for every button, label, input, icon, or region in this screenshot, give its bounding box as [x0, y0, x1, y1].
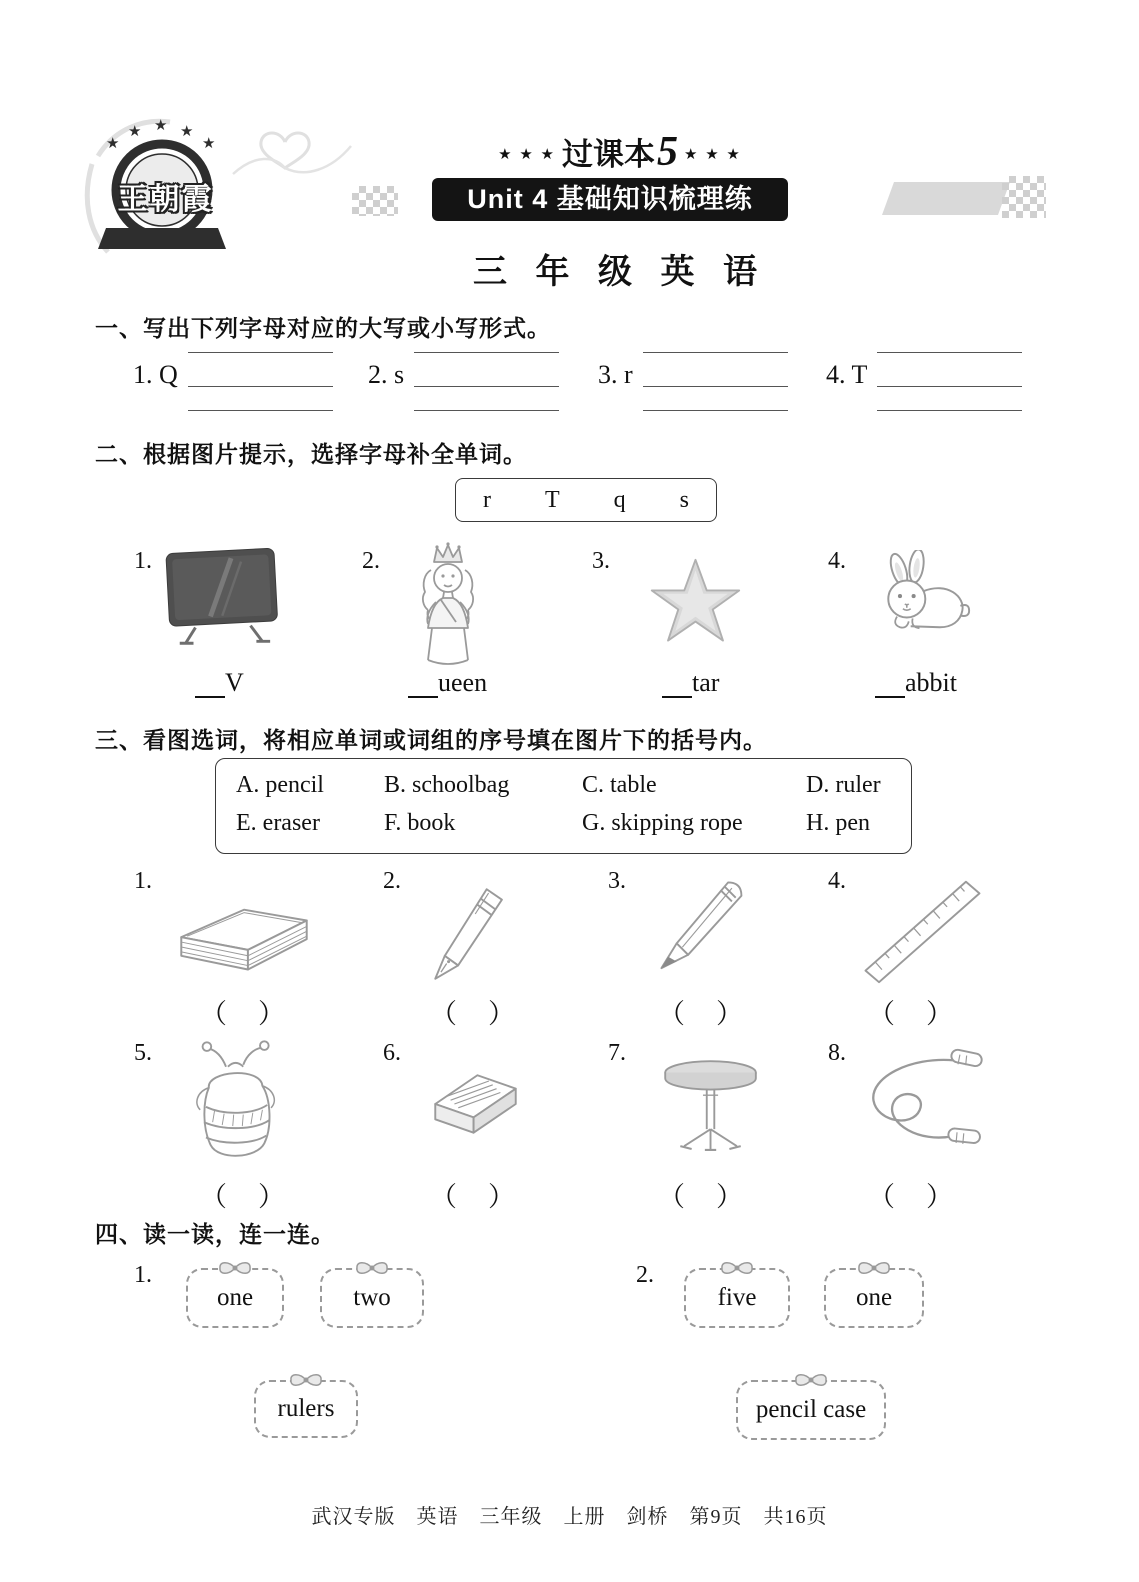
item-number: 2. [362, 548, 380, 574]
word-bank-box [215, 758, 912, 854]
section4-title: 四、读一读，连一连。 [95, 1222, 335, 1247]
answer-word: ueen [408, 668, 487, 698]
series-title [420, 128, 820, 176]
letter-copy-item [826, 346, 1022, 412]
bow-icon [215, 1259, 255, 1277]
bow-icon [791, 1371, 831, 1389]
item-number: 4. [828, 868, 846, 894]
writing-lines [643, 346, 788, 412]
pencil-image [650, 872, 750, 990]
answer-word: abbit [875, 668, 957, 698]
letter-copy-item [598, 346, 788, 412]
stars-left-decoration: ★ ★ ★ [498, 147, 556, 163]
group-number: 1. [134, 1262, 152, 1288]
svg-text:★: ★ [202, 136, 216, 152]
bank-word: D. ruler [806, 772, 881, 798]
answer-parentheses: （ ） [430, 1182, 517, 1212]
bow-icon [717, 1259, 757, 1277]
item-number: 3. [592, 548, 610, 574]
item-number: 6. [383, 1040, 401, 1066]
answer-parentheses: （ ） [658, 1182, 745, 1212]
slab-decoration [882, 182, 1010, 215]
item-number: 3. [608, 868, 626, 894]
letter-bank-box [455, 478, 717, 522]
item-label: 4. T [826, 360, 868, 389]
page-footer: 武汉专版 英语 三年级 上册 剑桥 第9页 共16页 [311, 1506, 828, 1528]
bank-word: G. skipping rope [582, 810, 743, 836]
match-word-box [254, 1380, 358, 1438]
item-number: 4. [828, 548, 846, 574]
bow-icon [854, 1259, 894, 1277]
match-word-box [824, 1268, 924, 1328]
writing-lines [188, 346, 333, 412]
ribbon-heart-decoration [225, 112, 355, 182]
match-word: rulers [277, 1395, 335, 1422]
writing-lines [877, 346, 1022, 412]
logo-name: 王朝霞 [117, 183, 214, 216]
bow-icon [352, 1259, 392, 1277]
writing-lines [414, 346, 559, 412]
section3-title: 三、看图选词，将相应单词或词组的序号填在图片下的括号内。 [95, 728, 767, 753]
answer-parentheses: （ ） [200, 1182, 287, 1212]
svg-text:★: ★ [128, 124, 142, 140]
section1-title: 一、写出下列字母对应的大写或小写形式。 [95, 316, 551, 341]
answer-word: V [195, 668, 244, 698]
bank-word: E. eraser [236, 810, 320, 836]
bank-letter: q [613, 486, 626, 513]
svg-text:★: ★ [154, 118, 168, 134]
match-word: one [855, 1284, 893, 1311]
item-label: 1. Q [133, 360, 178, 389]
letter-copy-item [368, 346, 559, 412]
item-number: 8. [828, 1040, 846, 1066]
answer-blank [875, 696, 905, 698]
item-label: 3. r [598, 360, 633, 389]
match-word: pencil case [755, 1396, 867, 1423]
match-word: one [216, 1284, 254, 1311]
answer-word: tar [662, 668, 719, 698]
group-number: 2. [636, 1262, 654, 1288]
bank-letter: r [482, 486, 491, 513]
bank-word: A. pencil [236, 772, 324, 798]
rabbit-image [862, 550, 974, 648]
match-word-box [186, 1268, 284, 1328]
bank-letter: s [679, 486, 689, 513]
schoolbag-image [178, 1038, 298, 1172]
grade-heading: 三 年 级 英 语 [473, 254, 767, 291]
bank-word: F. book [384, 810, 456, 836]
table-image [652, 1048, 770, 1166]
section2-title: 二、根据图片提示，选择字母补全单词。 [95, 442, 527, 467]
bank-letter: T [544, 486, 560, 513]
letter-copy-item [133, 346, 333, 412]
eraser-image [418, 1058, 533, 1149]
unit-title-banner: Unit 4 基础知识梳理练 [432, 178, 788, 221]
bank-word: H. pen [806, 810, 870, 836]
answer-parentheses: （ ） [868, 1182, 955, 1212]
bank-word: C. table [582, 772, 657, 798]
checker-decoration-left [352, 186, 398, 216]
answer-parentheses: （ ） [430, 999, 517, 1029]
book-image [165, 896, 323, 994]
answer-parentheses: （ ） [658, 999, 745, 1029]
item-label: 2. s [368, 360, 405, 389]
bow-icon [286, 1371, 326, 1389]
match-word: two [353, 1284, 391, 1311]
svg-text:★: ★ [106, 136, 120, 152]
tv-image [158, 545, 286, 658]
answer-blank [662, 696, 692, 698]
queen-image [398, 540, 498, 670]
bank-word: B. schoolbag [384, 772, 510, 798]
item-number: 5. [134, 1040, 152, 1066]
item-number: 1. [134, 868, 152, 894]
skipping-rope-image [852, 1045, 992, 1165]
item-number: 2. [383, 868, 401, 894]
answer-parentheses: （ ） [200, 999, 287, 1029]
checker-decoration-right [1002, 176, 1046, 218]
answer-blank [408, 696, 438, 698]
svg-text:★: ★ [180, 124, 194, 140]
match-word-box [320, 1268, 424, 1328]
match-word: five [717, 1284, 757, 1311]
stars-right-decoration: ★ ★ ★ [684, 147, 742, 163]
item-number: 1. [134, 548, 152, 574]
match-word-box [736, 1380, 886, 1440]
ruler-image [852, 868, 992, 994]
pen-image [420, 875, 520, 993]
answer-blank [195, 696, 225, 698]
item-number: 7. [608, 1040, 626, 1066]
series-number: 5 [657, 129, 678, 175]
star-image [648, 556, 743, 651]
answer-parentheses: （ ） [868, 999, 955, 1029]
series-text: 过课本 [562, 137, 655, 172]
match-word-box [684, 1268, 790, 1328]
